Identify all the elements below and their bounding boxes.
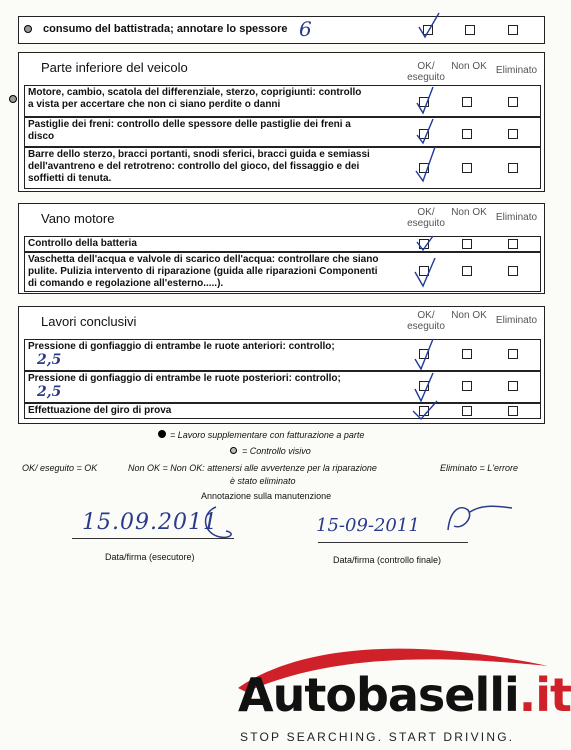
eliminato-checkbox[interactable] xyxy=(508,129,518,139)
eliminato-checkbox[interactable] xyxy=(508,406,518,416)
eliminato-checkbox[interactable] xyxy=(508,349,518,359)
col-ok-header: OK/ eseguito xyxy=(407,207,445,229)
final-label: Data/firma (controllo finale) xyxy=(333,555,442,565)
non-ok-checkbox[interactable] xyxy=(462,239,472,249)
non-ok-checkbox[interactable] xyxy=(462,406,472,416)
final-date-handwritten: 15-09-2011 xyxy=(316,515,420,536)
eliminato-checkbox[interactable] xyxy=(508,239,518,249)
eliminato-checkbox[interactable] xyxy=(508,97,518,107)
col-ok-header: OK/ eseguito xyxy=(407,310,445,332)
col-non-ok-header: Non OK xyxy=(451,310,487,321)
row-text: Controllo della batteria xyxy=(28,238,137,249)
check-mark xyxy=(411,81,441,201)
section-lower-vehicle xyxy=(18,52,545,192)
visual-check-icon xyxy=(24,25,32,33)
brand-name: Autobaselli xyxy=(238,668,519,722)
top-non-ok-checkbox[interactable] xyxy=(465,25,475,35)
col-eliminato-header: Eliminato xyxy=(495,212,538,223)
top-row xyxy=(18,16,545,44)
eliminato-checkbox[interactable] xyxy=(508,266,518,276)
executor-signature xyxy=(196,503,246,543)
row-text: Vaschetta dell'acqua e valvole di scarico dell'acqua: controllare che siano pulite. Pulizia intervento di riparazione (guida alle riparazioni Componenti di comando e regolazione all'esterno.....). xyxy=(28,254,379,289)
row-text: Motore, cambio, scatola del differenziale, sterzo, coprigiunti: controllo a vista per accertare che non ci siano perdite o danni xyxy=(28,87,362,110)
col-ok-header: OK/ eseguito xyxy=(407,61,445,83)
rear-pressure-value: 2,5 xyxy=(37,384,62,400)
top-row-label: consumo del battistrada; annotare lo spessore xyxy=(43,23,288,35)
visual-check-icon xyxy=(230,447,237,454)
col-non-ok-header: Non OK xyxy=(451,61,487,72)
non-ok-checkbox[interactable] xyxy=(462,349,472,359)
row-text: Pastiglie dei freni: controllo delle spessore delle pastiglie dei freni a disco xyxy=(28,119,351,142)
supplementary-work-icon xyxy=(158,430,166,438)
legend-supplementary: = Lavoro supplementare con fatturazione a parte xyxy=(170,430,365,440)
non-ok-checkbox[interactable] xyxy=(462,129,472,139)
executor-date-handwritten: 15.09.2011 xyxy=(82,510,218,535)
check-mark xyxy=(409,329,443,445)
executor-signature-line xyxy=(72,538,234,539)
visual-check-icon xyxy=(9,95,17,103)
executor-label: Data/firma (esecutore) xyxy=(105,552,195,562)
eliminato-checkbox[interactable] xyxy=(508,381,518,391)
section-title: Lavori conclusivi xyxy=(41,314,137,329)
tread-depth-value: 6 xyxy=(299,17,312,41)
col-eliminato-header: Eliminato xyxy=(495,65,538,76)
row-text: Pressione di gonfiaggio di entrambe le ruote anteriori: controllo; xyxy=(28,341,335,352)
legend-eliminato: Eliminato = L'errore xyxy=(440,463,519,473)
col-eliminato-header: Eliminato xyxy=(495,315,538,326)
legend-non-ok-2: è stato eliminato xyxy=(230,476,296,486)
top-eliminato-checkbox[interactable] xyxy=(508,25,518,35)
section-title: Vano motore xyxy=(41,211,115,226)
legend-visual: = Controllo visivo xyxy=(242,446,311,456)
non-ok-checkbox[interactable] xyxy=(462,266,472,276)
front-pressure-value: 2,5 xyxy=(37,352,62,368)
row-text: Pressione di gonfiaggio di entrambe le ruote posteriori: controllo; xyxy=(28,373,341,384)
maintenance-note-label: Annotazione sulla manutenzione xyxy=(201,491,332,501)
legend-ok: OK/ eseguito = OK xyxy=(22,463,98,473)
brand-logo xyxy=(238,668,571,722)
brand-tagline: STOP SEARCHING. START DRIVING. xyxy=(240,730,515,744)
non-ok-checkbox[interactable] xyxy=(462,163,472,173)
row-text: Barre dello sterzo, bracci portanti, snodi sferici, bracci guida e semiassi dell'avantreno e del retrotreno: controllo del gioco, del fissaggio e dei soffietti di tenuta. xyxy=(28,149,370,184)
section-final xyxy=(18,306,545,424)
section-engine xyxy=(18,203,545,294)
legend-non-ok: Non OK = Non OK: attenersi alle avvertenze per la riparazione xyxy=(128,463,377,473)
top-check-mark xyxy=(415,13,445,43)
non-ok-checkbox[interactable] xyxy=(462,97,472,107)
col-non-ok-header: Non OK xyxy=(451,207,487,218)
brand-suffix: .it xyxy=(518,668,571,722)
eliminato-checkbox[interactable] xyxy=(508,163,518,173)
final-signature xyxy=(440,500,520,540)
check-mark xyxy=(411,214,441,294)
row-text: Effettuazione del giro di prova xyxy=(28,405,172,416)
section-title: Parte inferiore del veicolo xyxy=(41,60,188,75)
final-signature-line xyxy=(318,542,468,543)
non-ok-checkbox[interactable] xyxy=(462,381,472,391)
